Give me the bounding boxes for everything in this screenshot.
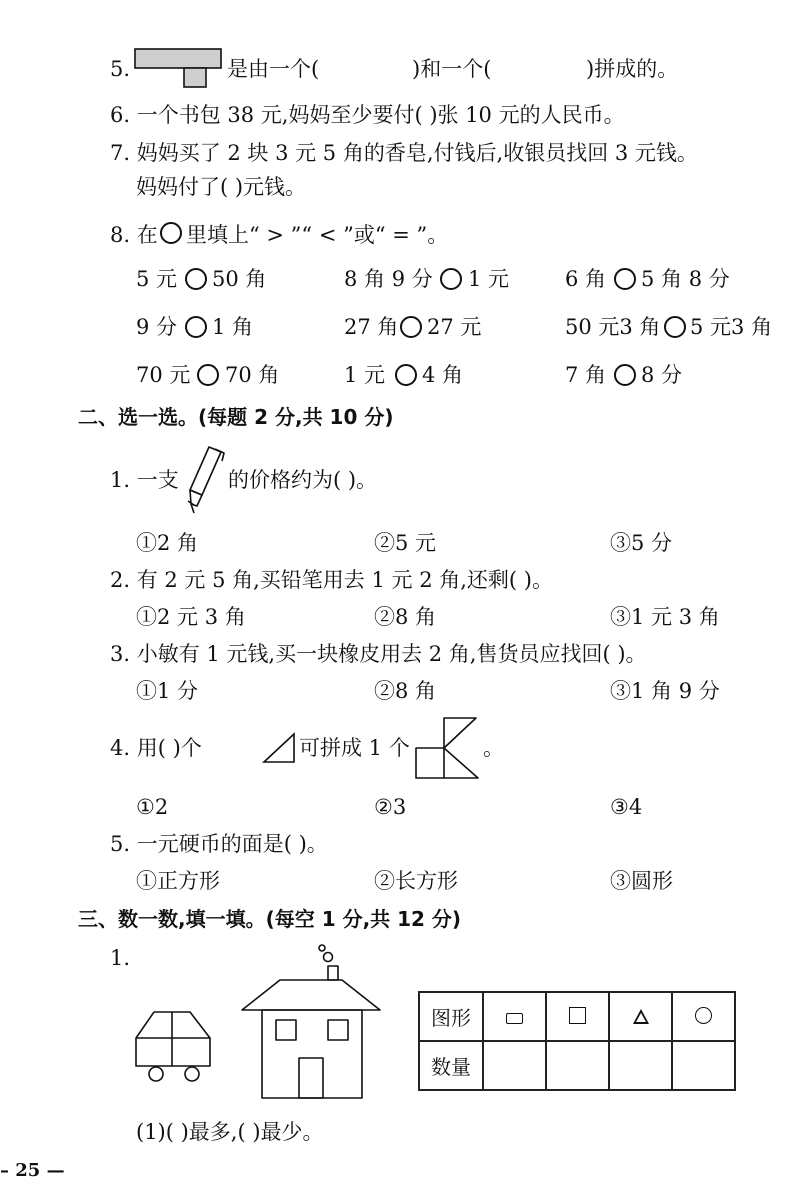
option[interactable]: ②5 元 [374,531,437,555]
compare-left: 50 元3 角 [565,315,661,339]
square-icon [546,992,609,1041]
count-cell-circle[interactable] [672,1041,735,1090]
count-cell-square[interactable] [546,1041,609,1090]
compare-circle[interactable] [197,364,219,386]
compare-circle[interactable] [400,316,422,338]
option[interactable]: ③5 分 [610,531,673,555]
q5-text-1: 是由一个( [227,57,320,81]
rectangle-icon [483,992,546,1041]
count-cell-triangle[interactable] [609,1041,672,1090]
section-3-title: 三、数一数,填一填。(每空 1 分,共 12 分) [78,907,462,931]
option[interactable]: ①1 分 [136,679,199,703]
option[interactable]: ③1 元 3 角 [610,605,720,629]
s2q3-text: 3. 小敏有 1 元钱,买一块橡皮用去 2 角,售货员应找回( )。 [110,642,647,666]
compare-right: 50 角 [212,267,267,291]
compare-left: 7 角 [565,363,607,387]
option[interactable]: ②长方形 [374,869,458,893]
compare-right: 4 角 [422,363,464,387]
compare-circle[interactable] [664,316,686,338]
row-label-shape: 图形 [419,992,483,1041]
option[interactable]: ①2 [136,795,169,819]
compare-left: 6 角 [565,267,607,291]
s2q4-text-b: 可拼成 1 个 [299,736,410,760]
q7-line-2: 妈妈付了( )元钱。 [136,175,307,199]
s2q2-text: 2. 有 2 元 5 角,买铅笔用去 1 元 2 角,还剩( )。 [110,568,553,592]
s2q4-text-c: 。 [483,736,504,760]
compare-right: 8 分 [641,363,683,387]
compare-right: 27 元 [427,315,482,339]
compare-left: 9 分 [136,315,178,339]
compare-circle[interactable] [614,364,636,386]
option[interactable]: ③1 角 9 分 [610,679,720,703]
q8-text-a: 8. 在 [110,223,158,247]
pen-icon [184,443,228,519]
page-number: – 25 — [0,1160,65,1181]
q6-text: 6. 一个书包 38 元,妈妈至少要付( )张 10 元的人民币。 [110,103,625,127]
count-cell-rectangle[interactable] [483,1041,546,1090]
compare-right: 5 元3 角 [690,315,773,339]
compare-right: 70 角 [225,363,280,387]
option[interactable]: ②3 [374,795,407,819]
shape-count-table [418,991,736,1091]
q5-number: 5. [110,57,131,81]
compare-left: 5 元 [136,267,178,291]
compare-left: 1 元 [344,363,386,387]
compare-circle[interactable] [185,316,207,338]
section-2-title: 二、选一选。(每题 2 分,共 10 分) [78,405,394,429]
q8-text-b: 里填上“ > ”“ < ”或“ = ”。 [186,223,449,247]
car-figure [134,1010,214,1086]
s3q1-sub-1: (1)( )最多,( )最少。 [136,1120,324,1144]
triangle-piece-figure [262,732,296,764]
option[interactable]: ②8 角 [374,605,437,629]
compare-circle[interactable] [185,268,207,290]
option[interactable]: ②8 角 [374,679,437,703]
option[interactable]: ①2 元 3 角 [136,605,246,629]
option[interactable]: ③4 [610,795,643,819]
s2q1-text-a: 1. 一支 [110,468,179,492]
option[interactable]: ①2 角 [136,531,199,555]
house-figure [240,942,384,1102]
option[interactable]: ③圆形 [610,869,673,893]
q5-text-2: )和一个( [412,57,492,81]
s2q5-text: 5. 一元硬币的面是( )。 [110,832,328,856]
triangle-icon [609,992,672,1041]
answer-circle[interactable] [160,222,182,244]
option[interactable]: ①正方形 [136,869,220,893]
compare-right: 1 角 [212,315,254,339]
compare-left: 8 角 9 分 [344,267,433,291]
s3q1-number: 1. [110,946,131,970]
compare-circle[interactable] [395,364,417,386]
compare-circle[interactable] [440,268,462,290]
t-shape-figure [134,48,224,90]
composite-shape-figure [414,716,482,782]
compare-left: 27 角 [344,315,399,339]
compare-right: 5 角 8 分 [641,267,730,291]
compare-left: 70 元 [136,363,191,387]
s2q4-text-a: 4. 用( )个 [110,736,202,760]
q5-text-3: )拼成的。 [586,57,679,81]
row-label-count: 数量 [419,1041,483,1090]
q7-line-1: 7. 妈妈买了 2 块 3 元 5 角的香皂,付钱后,收银员找回 3 元钱。 [110,141,698,165]
compare-circle[interactable] [614,268,636,290]
compare-right: 1 元 [468,267,510,291]
circle-icon [672,992,735,1041]
s2q1-text-b: 的价格约为( )。 [228,468,378,492]
